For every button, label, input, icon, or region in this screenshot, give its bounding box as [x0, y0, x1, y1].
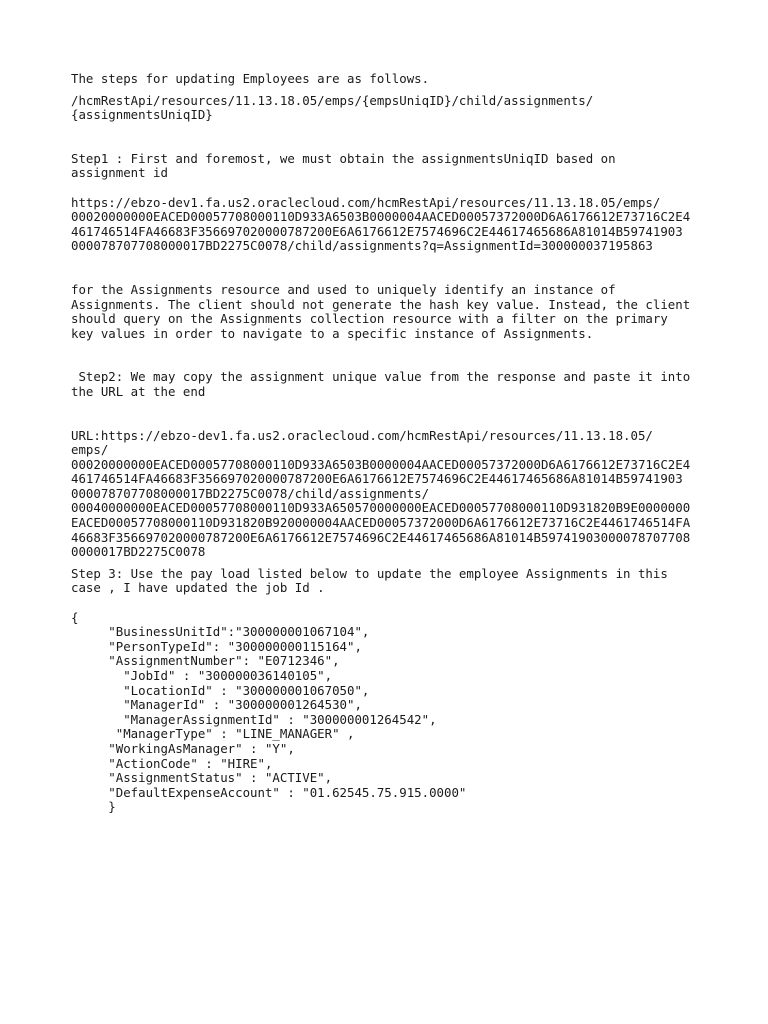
step2-url-line: URL:https://ebzo-dev1.fa.us2.oraclecloud.com/hcmRestApi/resources/11.13.18.05/	[71, 427, 653, 443]
note-line: Assignments. The client should not generate the hash key value. Instead, the client	[71, 296, 691, 312]
step2-url-line: 0000017BD2275C0078	[71, 544, 206, 560]
step1-paragraph	[71, 152, 711, 181]
step1-url	[71, 196, 711, 254]
step3-line: case , I have updated the job Id .	[71, 580, 325, 596]
document-page	[71, 72, 711, 815]
note-line: should query on the Assignments collection resource with a filter on the primary	[71, 311, 668, 327]
payload-line: "ActionCode" : "HIRE",	[71, 755, 273, 771]
payload-line: "DefaultExpenseAccount" : "01.62545.75.915.0000"	[71, 784, 467, 800]
payload-line: }	[71, 799, 116, 815]
payload-line: "WorkingAsManager" : "Y",	[71, 740, 295, 756]
step1-line: assignment id	[71, 165, 168, 181]
endpoint-line: /hcmRestApi/resources/11.13.18.05/emps/{empsUniqID}/child/assignments/	[71, 92, 594, 108]
note-line: for the Assignments resource and used to uniquely identify an instance of	[71, 281, 616, 297]
payload-line: "JobId" : "300000036140105",	[71, 668, 333, 683]
step2-url-line: emps/	[71, 442, 109, 458]
step2-url-line: 00020000000EACED00057708000110D933A6503B0000004AACED00057372000D6A6176612E73716C2E4	[71, 456, 691, 472]
step1-url-line: 461746514FA46683F356697020000787200E6A6176612E7574696C2E44617465686A81014B59741903	[71, 223, 683, 239]
step2-line: Step2: We may copy the assignment unique value from the response and paste it into	[71, 369, 691, 385]
step2-url-line: 46683F356697020000787200E6A6176612E7574696C2E44617465686A81014B59741903000078707708	[71, 529, 691, 545]
step1-url-line: 00020000000EACED00057708000110D933A6503B0000004AACED00057372000D6A6176612E73716C2E4	[71, 209, 691, 225]
step3-paragraph	[71, 567, 711, 596]
step1-url-line: https://ebzo-dev1.fa.us2.oraclecloud.com/hcmRestApi/resources/11.13.18.05/emps/	[71, 194, 661, 210]
step3-line: Step 3: Use the pay load listed below to update the employee Assignments in this	[71, 565, 668, 581]
step2-url-line: EACED00057708000110D931820B920000004AACED00057372000D6A6176612E73716C2E4461746514FA	[71, 515, 691, 531]
intro-paragraph	[71, 72, 711, 87]
payload-line: "ManagerId" : "300000001264530",	[71, 697, 362, 713]
payload-line: "ManagerType" : "LINE_MANAGER" ,	[71, 726, 355, 742]
payload-line: "LocationId" : "300000001067050",	[71, 682, 370, 698]
payload-line: "ManagerAssignmentId" : "300000001264542",	[71, 711, 437, 727]
payload-line: "PersonTypeId": "300000000115164",	[71, 638, 362, 654]
payload-line: "AssignmentNumber": "E0712346",	[71, 653, 340, 669]
step2-paragraph	[71, 370, 711, 399]
endpoint-path	[71, 94, 711, 123]
step1-url-line: 000078707708000017BD2275C0078/child/assignments?q=AssignmentId=300000037195863	[71, 238, 653, 254]
step2-url-line: 00040000000EACED00057708000110D933A650570000000EACED00057708000110D931820B9E0000000	[71, 500, 691, 516]
step1-line: Step1 : First and foremost, we must obtain the assignmentsUniqID based on	[71, 150, 616, 166]
note-line: key values in order to navigate to a specific instance of Assignments.	[71, 325, 594, 341]
intro-text: The steps for updating Employees are as follows.	[71, 71, 430, 86]
step2-line: the URL at the end	[71, 383, 206, 399]
payload-line: "BusinessUnitId":"300000001067104",	[71, 624, 370, 640]
step2-url-line: 000078707708000017BD2275C0078/child/assignments/	[71, 485, 430, 501]
step2-url-line: 461746514FA46683F356697020000787200E6A6176612E7574696C2E44617465686A81014B59741903	[71, 471, 683, 487]
payload-line: {	[71, 609, 79, 625]
payload-block	[71, 611, 711, 815]
endpoint-line: {assignmentsUniqID}	[71, 107, 213, 123]
note-paragraph	[71, 283, 711, 341]
step2-url	[71, 429, 711, 560]
payload-line: "AssignmentStatus" : "ACTIVE",	[71, 770, 333, 786]
